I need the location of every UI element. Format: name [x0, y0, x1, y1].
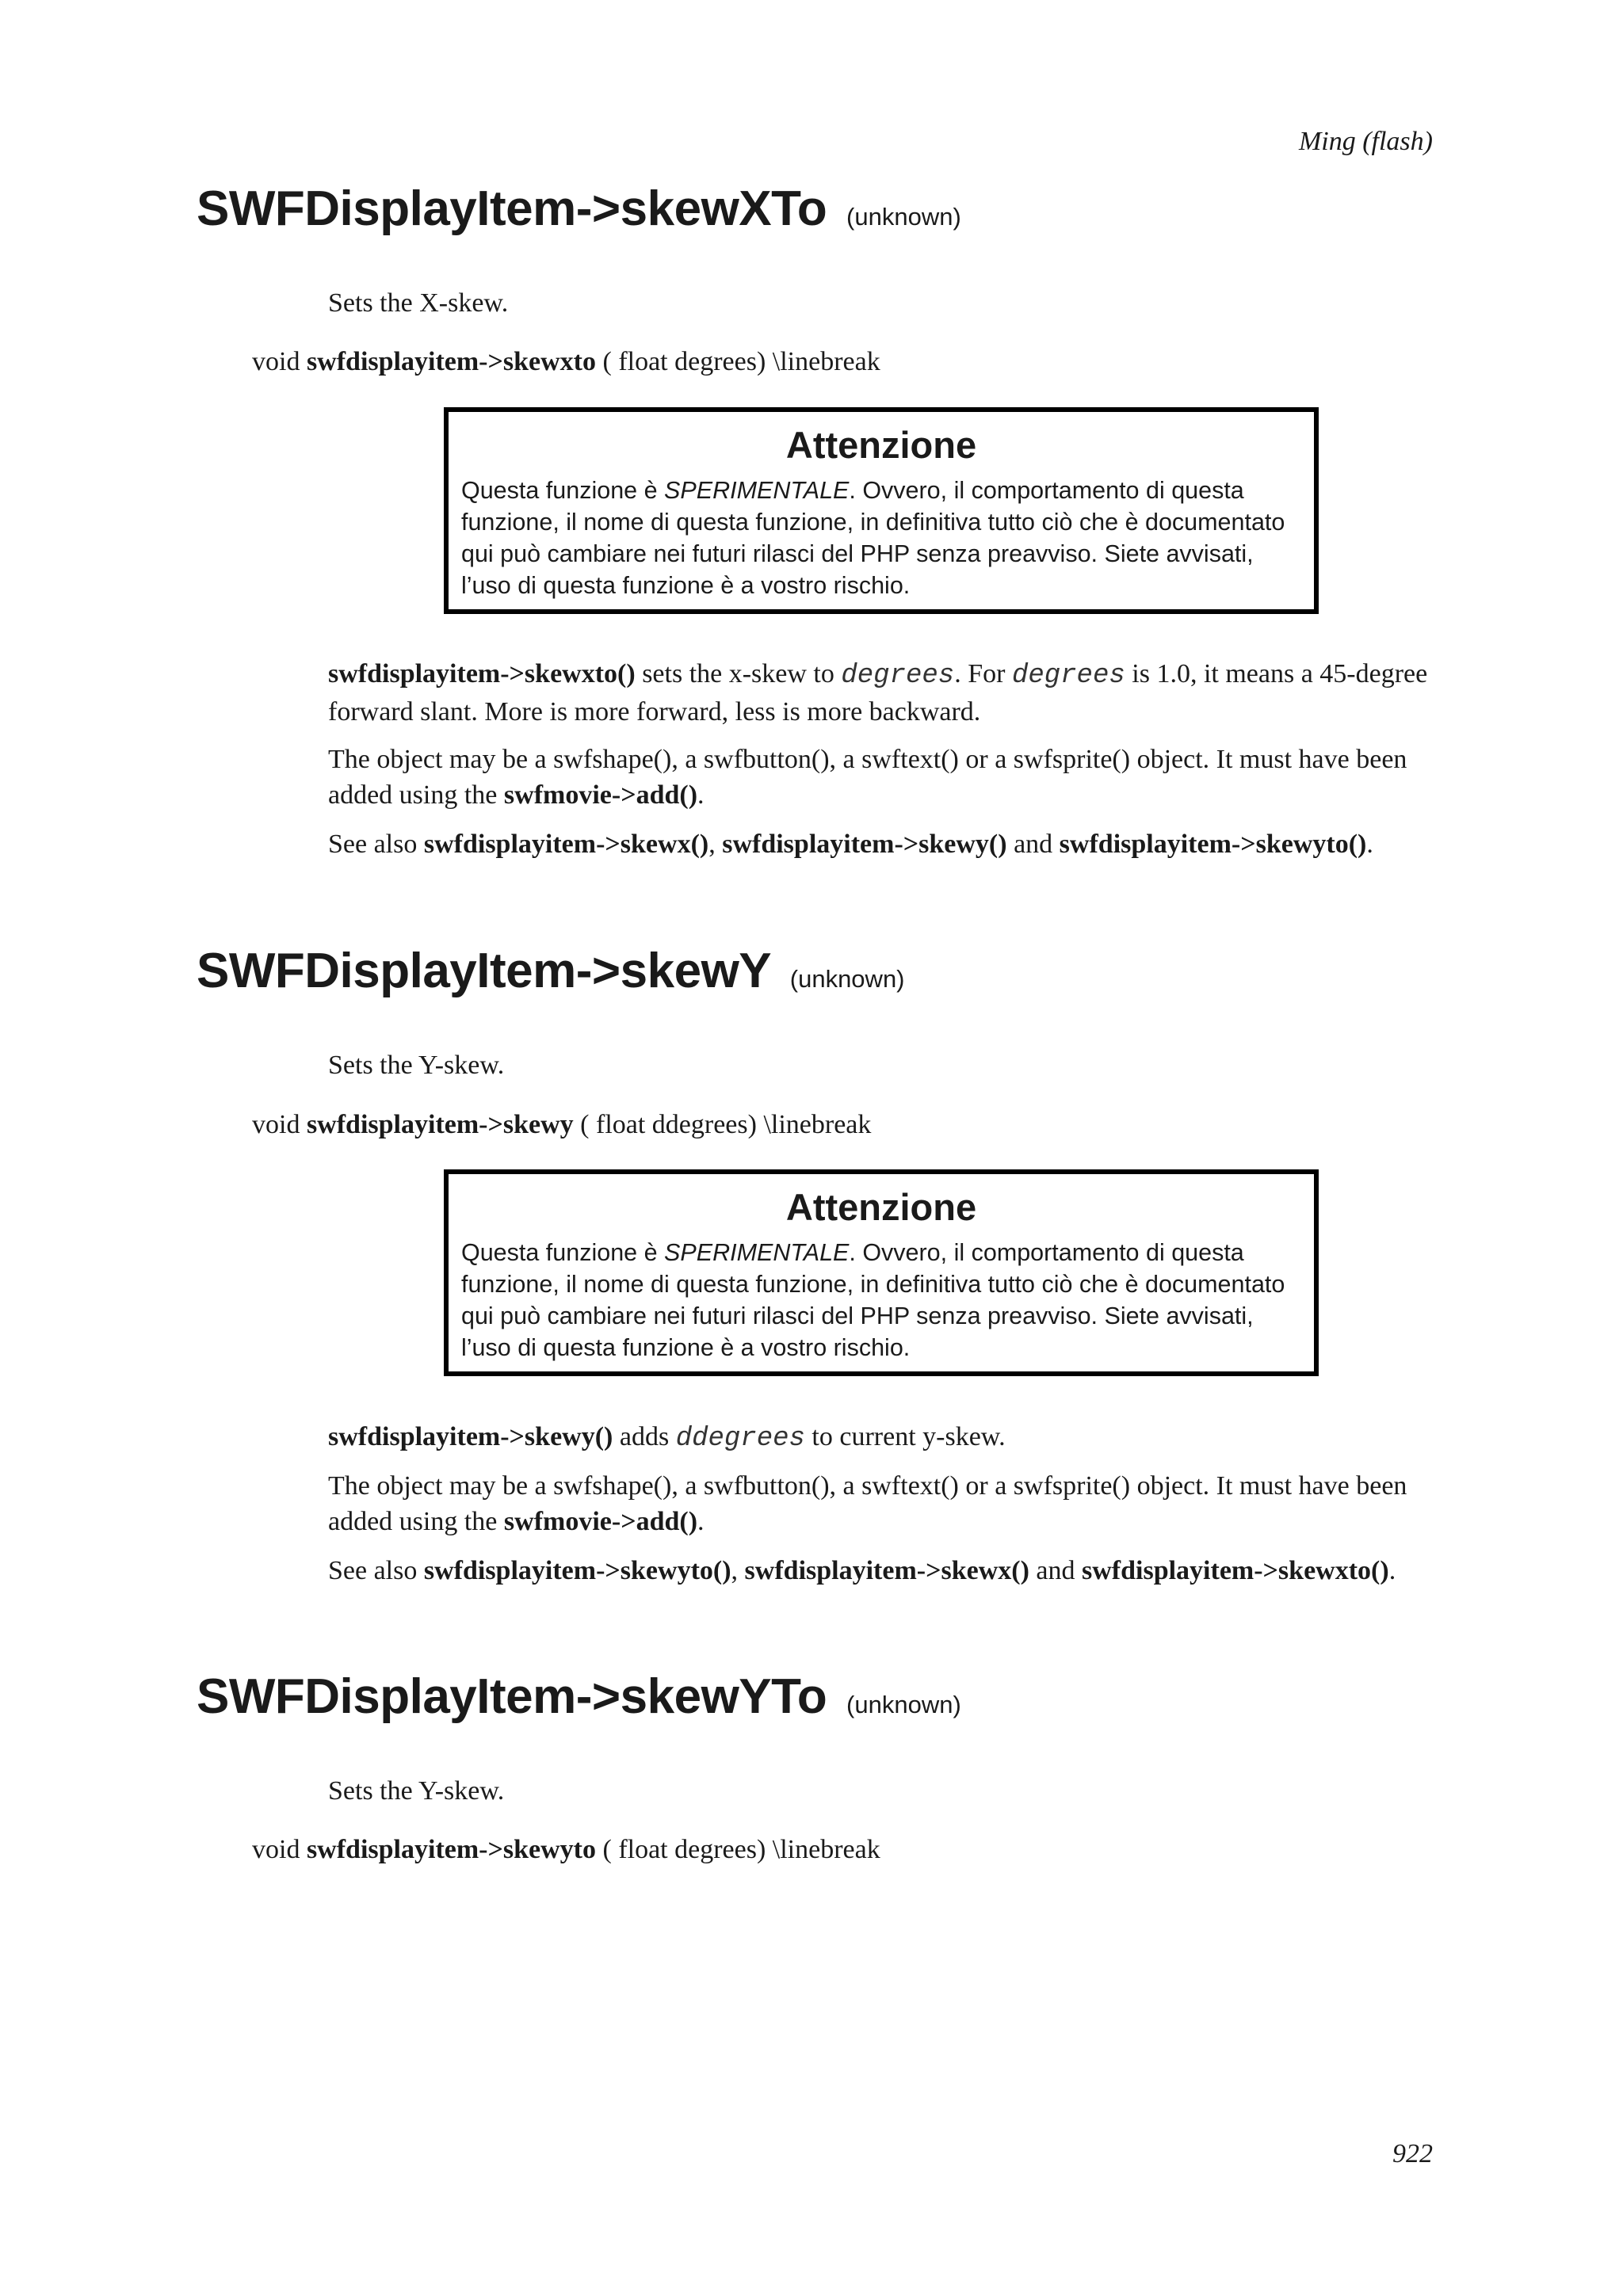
- xref-link[interactable]: swfdisplayitem->skewx(): [423, 830, 709, 859]
- xref-link[interactable]: swfdisplayitem->skewy(): [722, 830, 1007, 859]
- purpose-text: Sets the X-skew.: [328, 288, 509, 318]
- xref-link[interactable]: swfdisplayitem->skewxto(): [1082, 1556, 1389, 1585]
- see-also-paragraph: See also swfdisplayitem->skewx(), swfdisplayitem->skewy() and swfdisplayitem->skewyto().: [328, 830, 1373, 859]
- warning-title: Attenzione: [785, 424, 977, 466]
- section-title: [197, 943, 1433, 999]
- synopsis: void swfdisplayitem->skewyto ( float degrees) \linebreak: [252, 1835, 880, 1864]
- xref-link[interactable]: swfdisplayitem->skewyto(): [423, 1556, 731, 1585]
- function-title: SWFDisplayItem->skewYTo: [197, 1669, 827, 1724]
- synopsis-function-name: swfdisplayitem->skewyto: [306, 1835, 596, 1864]
- description-paragraph: swfdisplayitem->skewy() adds ddegrees to current y-skew.: [328, 1422, 1006, 1454]
- status-label: (unknown): [846, 1691, 961, 1718]
- xref-link[interactable]: swfdisplayitem->skewyto(): [1059, 830, 1367, 859]
- xref-link[interactable]: swfmovie->add(): [503, 780, 698, 810]
- object-types-paragraph: The object may be a swfshape(), a swfbutton(), a swftext() or a swfsprite() object. It must have been added using the swfmovie->add().: [328, 1471, 1407, 1536]
- warning-box: [444, 407, 1319, 614]
- section-skewy: [197, 943, 1433, 1608]
- running-header: Ming (flash): [1298, 127, 1433, 156]
- section-title: [197, 1669, 1433, 1725]
- function-title: SWFDisplayItem->skewXTo: [197, 181, 827, 236]
- synopsis-function-name: swfdisplayitem->skewxto: [306, 347, 596, 376]
- purpose-text: Sets the Y-skew.: [328, 1776, 505, 1806]
- section-title: [197, 181, 1433, 237]
- object-types-paragraph: The object may be a swfshape(), a swfbutton(), a swftext() or a swfsprite() object. It must have been added using the swfmovie->add().: [328, 745, 1407, 810]
- description-paragraph: swfdisplayitem->skewxto() sets the x-skew to degrees. For degrees is 1.0, it means a 45-degree forward slant. More is more forward, less is more backward.: [328, 659, 1428, 727]
- see-also-paragraph: See also swfdisplayitem->skewyto(), swfdisplayitem->skewx() and swfdisplayitem->skewxto().: [328, 1556, 1396, 1585]
- section-skewyto: [197, 1669, 1433, 1890]
- status-label: (unknown): [789, 965, 905, 993]
- warning-text: Questa funzione è SPERIMENTALE. Ovvero, il comportamento di questa funzione, il nome di questa funzione, in definitiva tutto ciò che è documentato qui può cambiare nei futuri rilasci del PHP senza preavviso. Siete avvisati, l’uso di questa funzione è a vostro rischio.: [461, 1239, 1285, 1361]
- xref-link[interactable]: swfmovie->add(): [503, 1507, 698, 1536]
- warning-title: Attenzione: [785, 1186, 977, 1228]
- synopsis-function-name: swfdisplayitem->skewy: [306, 1110, 574, 1139]
- status-label: (unknown): [846, 203, 961, 231]
- xref-link[interactable]: swfdisplayitem->skewx(): [744, 1556, 1029, 1585]
- purpose-text: Sets the Y-skew.: [328, 1051, 505, 1080]
- page-number: 922: [1392, 2139, 1433, 2168]
- synopsis: void swfdisplayitem->skewy ( float ddegrees) \linebreak: [252, 1110, 872, 1139]
- section-skewxto: [197, 181, 1433, 870]
- warning-box: [444, 1169, 1319, 1376]
- function-title: SWFDisplayItem->skewY: [197, 944, 771, 998]
- synopsis: void swfdisplayitem->skewxto ( float degrees) \linebreak: [252, 347, 880, 376]
- warning-text: Questa funzione è SPERIMENTALE. Ovvero, il comportamento di questa funzione, il nome di questa funzione, in definitiva tutto ciò che è documentato qui può cambiare nei futuri rilasci del PHP senza preavviso. Siete avvisati, l’uso di questa funzione è a vostro rischio.: [461, 477, 1285, 599]
